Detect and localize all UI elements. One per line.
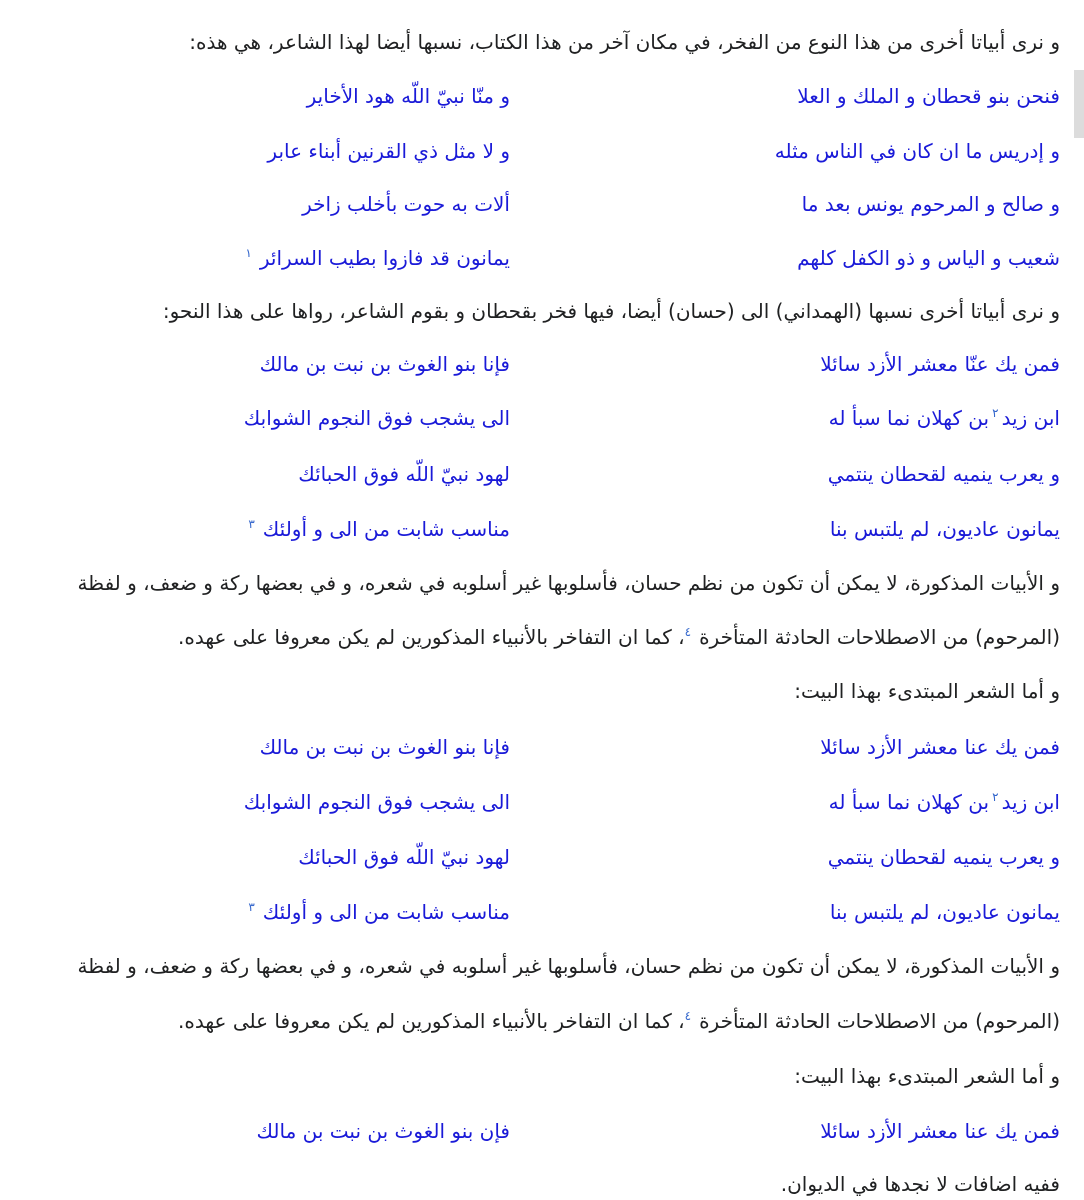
footnote-4-link[interactable]: ٤ [684, 1009, 692, 1024]
verse-first-hemistich: فمن يك عنّا معشر الأزد سائلا [820, 352, 1060, 376]
verse-line [240, 787, 1060, 817]
scrollbar-thumb[interactable] [1074, 70, 1084, 138]
verse-first-hemistich: فمن يك عنا معشر الأزد سائلا [820, 735, 1060, 759]
verse-second-hemistich: الى يشجب فوق النجوم الشوابك [243, 790, 510, 814]
verse-first-hemistich: يمانون عاديون، لم يلتبس بنا [829, 900, 1060, 924]
verse-first-hemistich: و يعرب ينميه لقحطان ينتمي [827, 462, 1060, 486]
verse-first-hemistich: فنحن بنو قحطان و الملك و العلا [797, 84, 1060, 108]
verse-line [240, 81, 1060, 111]
verse-line [240, 514, 1060, 544]
verse-line [240, 349, 1060, 379]
verse-first-hemistich: شعيب و الياس و ذو الكفل كلهم [797, 246, 1060, 270]
verse-second-hemistich: مناسب شابت من الى و أولئك$^٣$ [248, 900, 510, 924]
paragraph-commentary: و الأبيات المذكورة، لا يمكن أن تكون من نظم حسان، فأسلوبها غير أسلوبه في شعره، و في بعضها ركة و ضعف، و لفظة [77, 954, 1060, 978]
verse-second-hemistich: لهود نبيّ اللّه فوق الحبائك [298, 462, 510, 486]
footnote-4-link[interactable]: ٤ [684, 625, 692, 640]
verse-line [240, 842, 1060, 872]
verse-line [240, 1116, 1060, 1146]
verse-second-hemistich: يمانون قد فازوا بطيب السرائر$^١$ [245, 246, 510, 270]
paragraph-commentary: و الأبيات المذكورة، لا يمكن أن تكون من نظم حسان، فأسلوبها غير أسلوبه في شعره، و في بعضها ركة و ضعف، و لفظة [77, 571, 1060, 595]
verse-second-hemistich: فإنا بنو الغوث بن نبت بن مالك [259, 735, 510, 759]
verse-second-hemistich: و لا مثل ذي القرنين أبناء عابر [267, 139, 510, 163]
paragraph-intro-poem4: و أما الشعر المبتدىء بهذا البيت: [794, 1064, 1060, 1088]
verse-second-hemistich: الى يشجب فوق النجوم الشوابك [243, 406, 510, 430]
paragraph-intro-poem2: و نرى أبياتا أخرى نسبها (الهمداني) الى (حسان) أيضا، فيها فخر بقحطان و بقوم الشاعر، رواها على هذا النحو: [162, 299, 1060, 323]
footnote-3-link[interactable]: ٣ [248, 517, 255, 532]
verse-first-hemistich: فمن يك عنا معشر الأزد سائلا [820, 1119, 1060, 1143]
footnote-2-link[interactable]: ٢ [992, 406, 999, 421]
verse-line [240, 136, 1060, 166]
verse-line [240, 189, 1060, 219]
paragraph-intro-poem1: و نرى أبياتا أخرى من هذا النوع من الفخر، في مكان آخر من هذا الكتاب، نسبها أيضا لهذا الشاعر، هي هذه: [189, 30, 1060, 54]
verse-first-hemistich: يمانون عاديون، لم يلتبس بنا [829, 517, 1060, 541]
verse-second-hemistich: ألات به حوت بأخلب زاخر [302, 192, 510, 216]
paragraph-intro-poem3: و أما الشعر المبتدىء بهذا البيت: [794, 679, 1060, 703]
paragraph-closing: ففيه اضافات لا نجدها في الديوان. [780, 1172, 1060, 1196]
verse-line [240, 897, 1060, 927]
paragraph-commentary-cont: (المرحوم) من الاصطلاحات الحادثة المتأخرة$^٤$، كما ان التفاخر بالأنبياء المذكورين لم يكن معروفا على عهده. [177, 1009, 1060, 1033]
footnote-1-link[interactable]: ١ [245, 246, 252, 261]
verse-second-hemistich: لهود نبيّ اللّه فوق الحبائك [298, 845, 510, 869]
verse-first-hemistich: و صالح و المرحوم يونس بعد ما [801, 192, 1060, 216]
verse-line [240, 732, 1060, 762]
verse-second-hemistich: و منّا نبيّ اللّه هود الأخاير [306, 84, 510, 108]
verse-first-hemistich: و يعرب ينميه لقحطان ينتمي [827, 845, 1060, 869]
verse-first-hemistich: ابن زيد$^٢$بن كهلان نما سبأ له [828, 790, 1060, 814]
verse-first-hemistich: ابن زيد$^٢$بن كهلان نما سبأ له [828, 406, 1060, 430]
verse-line [240, 243, 1060, 273]
verse-first-hemistich: و إدريس ما ان كان في الناس مثله [774, 139, 1060, 163]
verse-line [240, 403, 1060, 433]
verse-line [240, 459, 1060, 489]
paragraph-commentary-cont: (المرحوم) من الاصطلاحات الحادثة المتأخرة$^٤$، كما ان التفاخر بالأنبياء المذكورين لم يكن معروفا على عهده. [177, 625, 1060, 649]
footnote-2-link[interactable]: ٢ [992, 790, 999, 805]
verse-second-hemistich: فإنا بنو الغوث بن نبت بن مالك [259, 352, 510, 376]
verse-second-hemistich: فإن بنو الغوث بن نبت بن مالك [256, 1119, 510, 1143]
verse-second-hemistich: مناسب شابت من الى و أولئك$^٣$ [248, 517, 510, 541]
footnote-3-link[interactable]: ٣ [248, 900, 255, 915]
